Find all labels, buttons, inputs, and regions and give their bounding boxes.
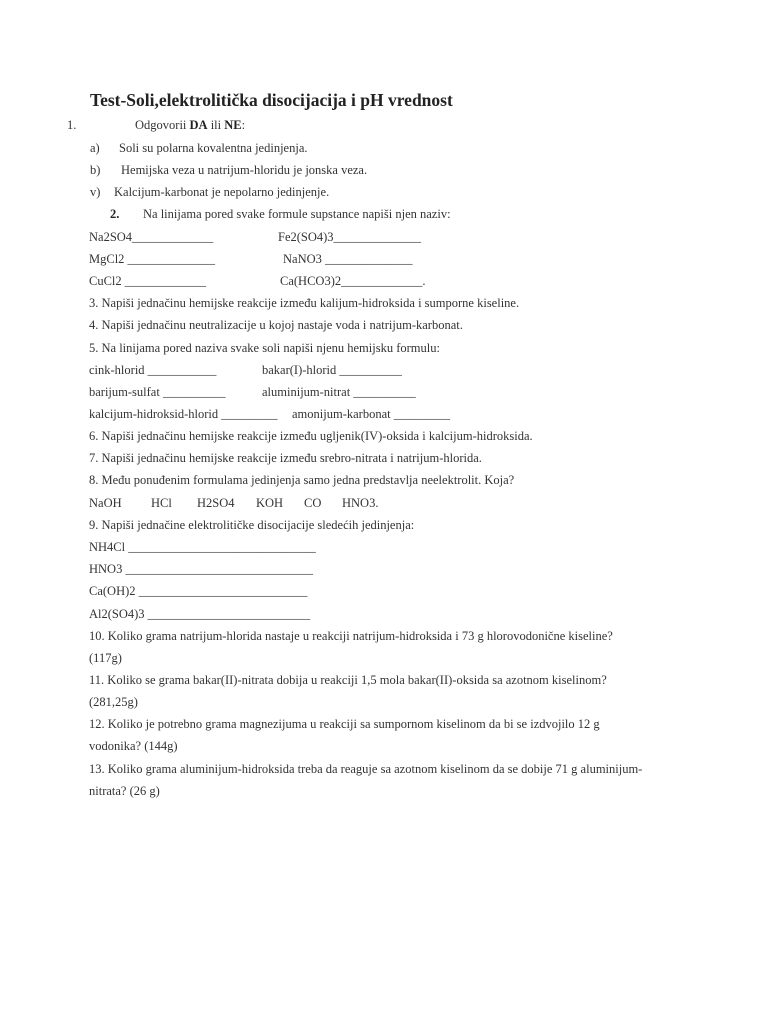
q2-row1-right: Fe2(SO4)3______________: [278, 230, 422, 244]
q12-line1: 12. Koliko je potrebno grama magnezijuma u reakciji sa sumpornom kiselinom da bi se izdvojilo 12 g: [89, 717, 600, 731]
q1-item-b-marker: b): [90, 163, 101, 177]
q1-item-v-text: Kalcijum-karbonat je nepolarno jedinjenje.: [114, 185, 330, 199]
q11-line2: (281,25g): [89, 695, 138, 709]
q8-text: 8. Među ponuđenim formulama jedinjenja samo jedna predstavlja neelektrolit. Koja?: [89, 473, 515, 487]
q9-text: 9. Napiši jednačine elektrolitičke disocijacije sledećih jedinjenja:: [89, 518, 415, 532]
q1-ne: NE: [224, 118, 242, 132]
q13-line1: 13. Koliko grama aluminijum-hidroksida treba da reaguje sa azotnom kiselinom da se dobije 71 g aluminijum-: [89, 762, 643, 776]
q10-line2: (117g): [89, 651, 122, 665]
q5-row2-left: barijum-sulfat __________: [89, 385, 226, 399]
q9-item-2: HNO3 ______________________________: [89, 562, 313, 576]
q6-text: 6. Napiši jednačinu hemijske reakcije između ugljenik(IV)-oksida i kalcijum-hidroksida.: [89, 429, 533, 443]
q2-number: [110, 208, 119, 221]
q5-row3-right: amonijum-karbonat _________: [292, 407, 450, 421]
q5-row3-left: kalcijum-hidroksid-hlorid _________: [89, 407, 278, 421]
q1-prefix: Odgovorii: [135, 118, 187, 132]
q5-text: 5. Na linijama pored naziva svake soli napiši njenu hemijsku formulu:: [89, 341, 440, 355]
q2-row2-left: MgCl2 ______________: [89, 252, 216, 266]
q2-number-text: 2.: [110, 207, 120, 221]
q1-item-a-marker: a): [90, 141, 100, 155]
q2-text: Na linijama pored svake formule supstance napiši njen naziv:: [143, 207, 451, 221]
q4-text: 4. Napiši jednačinu neutralizacije u kojoj nastaje voda i natrijum-karbonat.: [89, 318, 463, 332]
q5-row1-left: cink-hlorid ___________: [89, 363, 217, 377]
q10-line1: 10. Koliko grama natrijum-hlorida nastaje u reakciji natrijum-hidroksida i 73 g hlorovodonične kiseline?: [89, 629, 613, 643]
q2-row3-right: Ca(HCO3)2_____________.: [280, 274, 426, 288]
q8-option-5: CO: [304, 496, 322, 510]
q8-option-6: HNO3.: [342, 496, 379, 510]
q1-number: 1.: [67, 118, 77, 132]
q1-heading: [135, 119, 245, 132]
q1-colon: :: [241, 118, 246, 132]
q9-item-3: Ca(OH)2 ___________________________: [89, 584, 308, 598]
q8-option-3: H2SO4: [197, 496, 235, 510]
q9-item-1: NH4Cl ______________________________: [89, 540, 316, 554]
q1-item-a-text: Soli su polarna kovalentna jedinjenja.: [119, 141, 308, 155]
q9-item-4: Al2(SO4)3 __________________________: [89, 607, 311, 621]
q11-line1: 11. Koliko se grama bakar(II)-nitrata dobija u reakciji 1,5 mola bakar(II)-oksida sa azotnom kiselinom?: [89, 673, 607, 687]
q13-line2: nitrata? (26 g): [89, 784, 160, 798]
q2-row1-left: Na2SO4_____________: [89, 230, 214, 244]
q8-option-1: NaOH: [89, 496, 122, 510]
q7-text: 7. Napiši jednačinu hemijske reakcije između srebro-nitrata i natrijum-hlorida.: [89, 451, 482, 465]
q2-row2-right: NaNO3 ______________: [283, 252, 413, 266]
q1-item-v-marker: v): [90, 185, 101, 199]
q8-option-2: HCl: [151, 496, 172, 510]
q5-row1-right: bakar(I)-hlorid __________: [262, 363, 402, 377]
q1-ili: ili: [210, 118, 222, 132]
q1-da: DA: [189, 118, 208, 132]
q3-text: 3. Napiši jednačinu hemijske reakcije između kalijum-hidroksida i sumporne kiseline.: [89, 296, 520, 310]
q8-option-4: KOH: [256, 496, 284, 510]
q5-row2-right: aluminijum-nitrat __________: [262, 385, 416, 399]
q2-row3-left: CuCl2 _____________: [89, 274, 207, 288]
q1-item-b-text: Hemijska veza u natrijum-hloridu je jonska veza.: [121, 163, 368, 177]
q12-line2: vodonika? (144g): [89, 739, 178, 753]
page-title: Test-Soli,elektrolitička disocijacija i pH vrednost: [90, 90, 453, 110]
